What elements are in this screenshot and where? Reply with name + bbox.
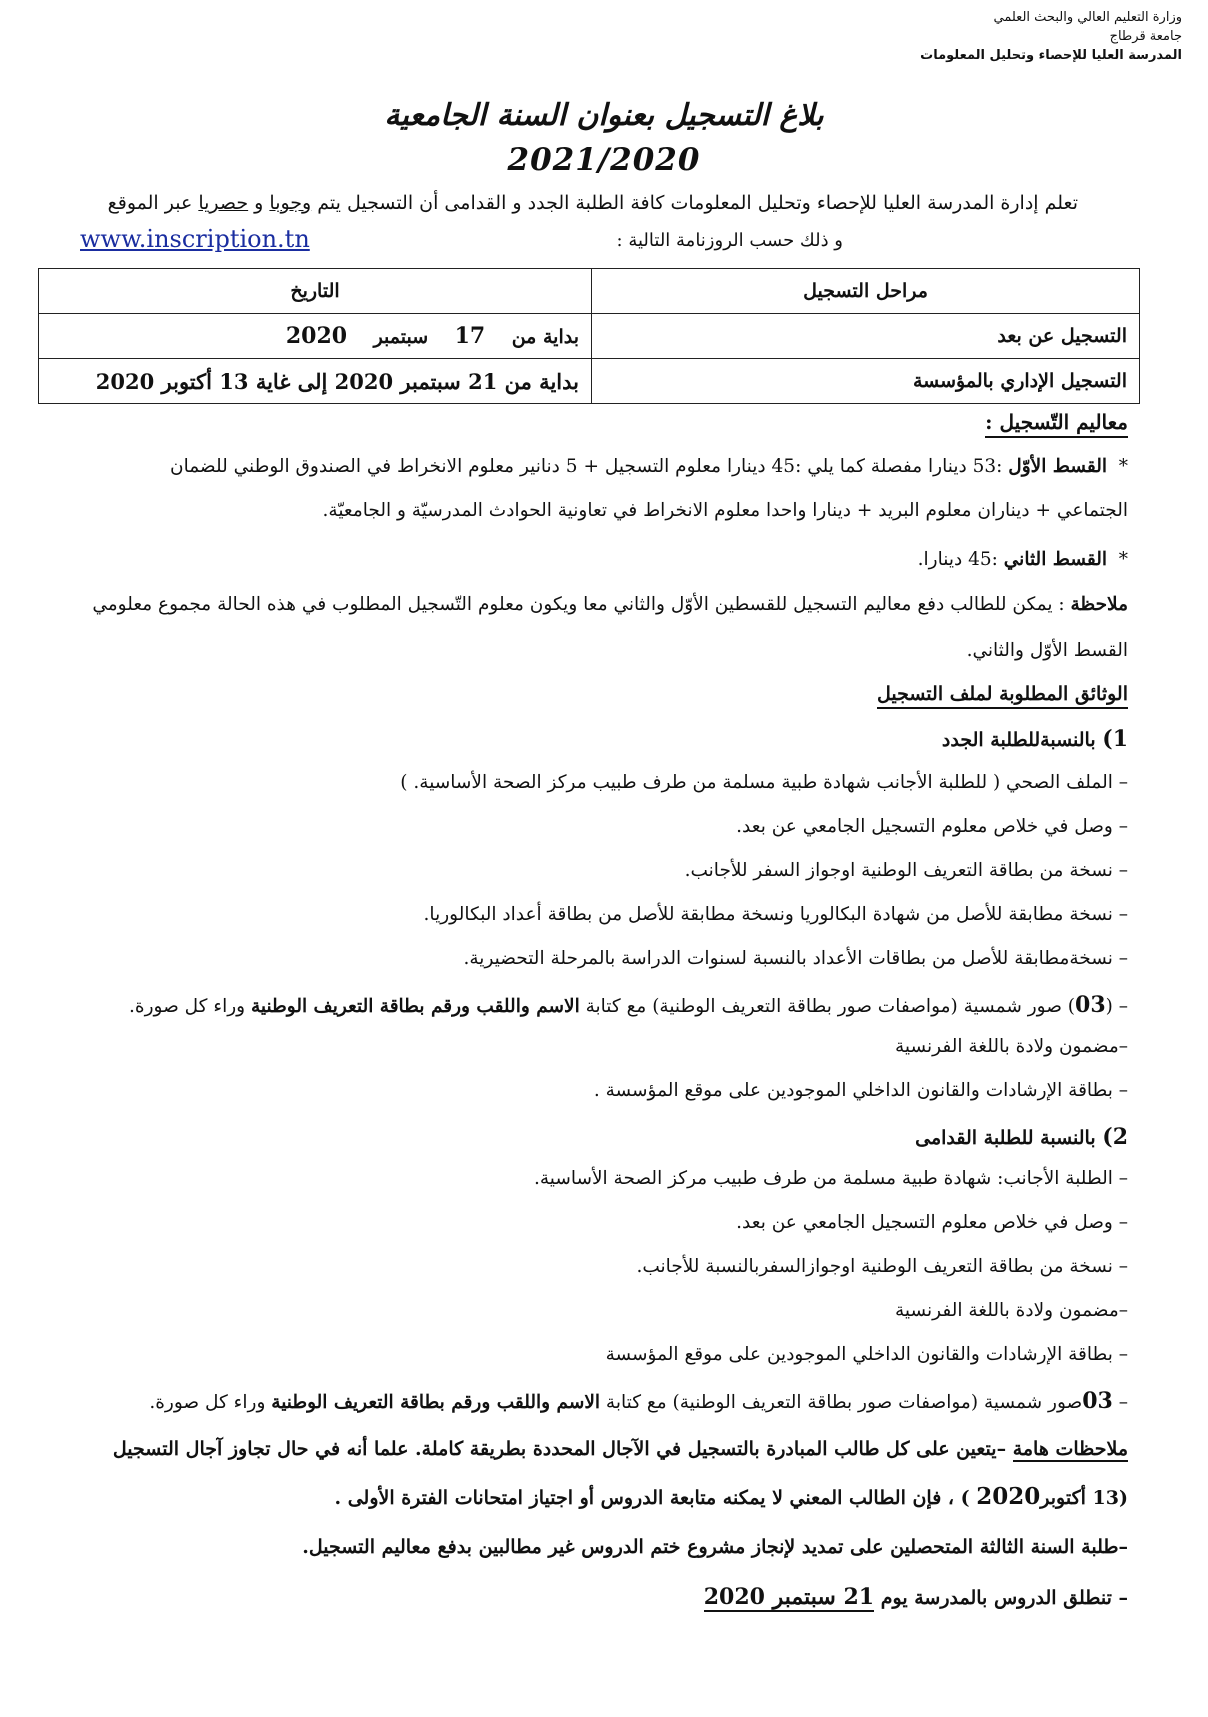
photo-text: ) صور شمسية (مواصفات صور بطاقة التعريف الوطنية) مع كتابة [579,996,1076,1017]
intro-paragraph [70,188,1078,218]
list-item: –مضمون ولادة باللغة الفرنسية [895,1300,1128,1321]
important-line-1: –يتعين على كل طالب المبادرة بالتسجيل في الآجال المحددة بطريقة كاملة. علما أنه في حال تجاوز آجال التسجيل [112,1438,1013,1460]
photo-text: صور شمسية (مواصفات صور بطاقة التعريف الوطنية) مع كتابة [600,1392,1083,1413]
list-item: – وصل في خلاص معلوم التسجيل الجامعي عن بعد. [736,1212,1128,1233]
note-label: ملاحظة [1070,594,1128,615]
university-name: جامعة قرطاج [1109,29,1182,44]
school-name: المدرسة العليا للإحصاء وتحليل المعلومات [920,48,1182,63]
intro-word-exclusive: حصريا [198,192,249,214]
important-line-4 [55,1582,1128,1613]
list-item: –مضمون ولادة باللغة الفرنسية [895,1036,1128,1057]
list-item: – الملف الصحي ( للطلبة الأجانب شهادة طبية مسلمة من طرف طبيب مركز الصحة الأساسية. ) [400,772,1128,793]
stage-cell: التسجيل عن بعد [592,314,1140,359]
note-text: : يمكن للطالب دفع معاليم التسجيل للقسطين الأوّل والثاني معا ويكون معلوم التّسجيل المطلوب في هذه الحالة مجموع معلومي [92,594,1071,615]
list-item: – بطاقة الإرشادات والقانون الداخلي الموجودين على موقع المؤسسة [605,1344,1128,1365]
list-item: – نسخة من بطاقة التعريف الوطنية اوجواز السفر للأجانب. [684,860,1128,881]
list-item: – وصل في خلاص معلوم التسجيل الجامعي عن بعد. [736,816,1128,837]
fees-heading [985,410,1128,434]
intro-text: تعلم إدارة المدرسة العليا للإحصاء وتحليل المعلومات كافة الطلبة الجدد و القدامى أن التسجيل يتم [311,192,1078,214]
table-header-row [39,269,1140,314]
section-number: 1) [1102,726,1128,752]
header-stages: مراحل التسجيل [592,269,1140,314]
first-installment-label: القسط الأوّل [1008,456,1107,477]
fees-note [70,590,1128,620]
date-month: سبتمبر [373,326,429,348]
deadline-year: 2020 [976,1483,1041,1510]
date-prefix: بداية من [511,326,579,348]
classes-start-date: 21 سبتمبر 2020 [703,1584,875,1610]
section-title: بالنسبة للطلبة القدامى [915,1127,1096,1149]
photo-count: 03 [1075,992,1106,1018]
list-item: – الطلبة الأجانب: شهادة طبية مسلمة من طرف طبيب مركز الصحة الأساسية. [533,1168,1128,1189]
academic-year: 2021/2020 [507,142,701,178]
list-item-photos [60,992,1128,1018]
list-item: – نسخة من بطاقة التعريف الوطنية اوجوازالسفربالنسبة للأجانب. [636,1256,1128,1277]
table-row [39,314,1140,359]
first-installment-text: :53 دينارا مفصلة كما يلي :45 دينارا معلوم التسجيل + 5 دنانير معلوم الانخراط في الصندوق الوطني للضمان [170,456,1009,477]
first-installment [70,452,1128,482]
photo-bold-text: الاسم واللقب ورقم بطاقة التعريف الوطنية [271,1392,601,1413]
old-students-heading [60,1124,1128,1150]
header-date: التاريخ [39,269,592,314]
fees-note-cont: القسط الأوّل والثاني. [966,640,1128,661]
important-line-3: –طلبة السنة الثالثة المتحصلين على تمديد لإنجاز مشروع ختم الدروس غير مطالبين بدفع معاليم التسجيل. [302,1536,1128,1558]
intro-word-mandatory: وجوبا [269,192,312,214]
date-cell: بداية من 21 سبتمبر 2020 إلى غاية 13 أكتوبر 2020 [39,359,592,404]
section-title: بالنسبةللطلبة الجدد [941,729,1096,751]
ministry-name: وزارة التعليم العالي والبحث العلمي [993,10,1182,25]
important-label: ملاحظات هامة [1012,1438,1128,1460]
photo-text-end: وراء كل صورة. [149,1392,272,1413]
date-year: 2020 [285,323,348,349]
fees-heading-text: معاليم التّسجيل : [985,410,1128,438]
list-item: – نسخةمطابقة للأصل من بطاقات الأعداد بالنسبة لسنوات الدراسة بالمرحلة التحضيرية. [463,948,1128,969]
bullet-star: * [1106,549,1128,570]
second-installment-text: :45 دينارا. [917,549,1004,570]
documents-heading [877,683,1128,705]
classes-start-text: – تنطلق الدروس بالمدرسة يوم [874,1587,1128,1609]
list-item-photos [60,1388,1128,1414]
dash: – [1112,1392,1128,1413]
institution-header [920,8,1182,65]
deadline-date: (13 أكتوبر [1040,1487,1128,1509]
date-cell [39,314,592,359]
important-line-2 [55,1482,1128,1513]
important-notes [55,1434,1128,1464]
intro-text-end: عبر الموقع [107,192,199,214]
new-students-heading [60,726,1128,752]
intro-and: و [248,192,270,214]
second-installment [70,545,1128,575]
photo-text-end: وراء كل صورة. [129,996,251,1017]
website-link[interactable]: www.inscription.tn [80,225,310,253]
intro-schedule-text: و ذلك حسب الروزنامة التالية : [616,230,843,251]
first-installment-cont: الجتماعي + ديناران معلوم البريد + دينارا واحدا معلوم الانخراط في تعاونية الحوادث المدرسيّة و الجامعيّة. [322,500,1128,521]
section-number: 2) [1102,1124,1128,1150]
page-title: بلاغ التسجيل بعنوان السنة الجامعية [384,98,824,133]
table-row [39,359,1140,404]
important-line-2-text: ) ، فإن الطالب المعني لا يمكنه متابعة الدروس أو اجتياز امتحانات الفترة الأولى . [334,1487,977,1509]
list-item: – بطاقة الإرشادات والقانون الداخلي الموجودين على موقع المؤسسة . [593,1080,1128,1101]
documents-heading-text: الوثائق المطلوبة لملف التسجيل [877,683,1128,709]
bullet-star: * [1106,456,1128,477]
photo-count: 03 [1082,1388,1113,1414]
stage-cell: التسجيل الإداري بالمؤسسة [592,359,1140,404]
date-day: 17 [454,323,486,349]
registration-schedule-table [38,268,1140,404]
dash: – ( [1105,996,1128,1017]
list-item: – نسخة مطابقة للأصل من شهادة البكالوريا ونسخة مطابقة للأصل من بطاقة أعداد البكالوريا. [423,904,1128,925]
photo-bold-text: الاسم واللقب ورقم بطاقة التعريف الوطنية [250,996,580,1017]
second-installment-label: القسط الثاني [1003,549,1107,570]
